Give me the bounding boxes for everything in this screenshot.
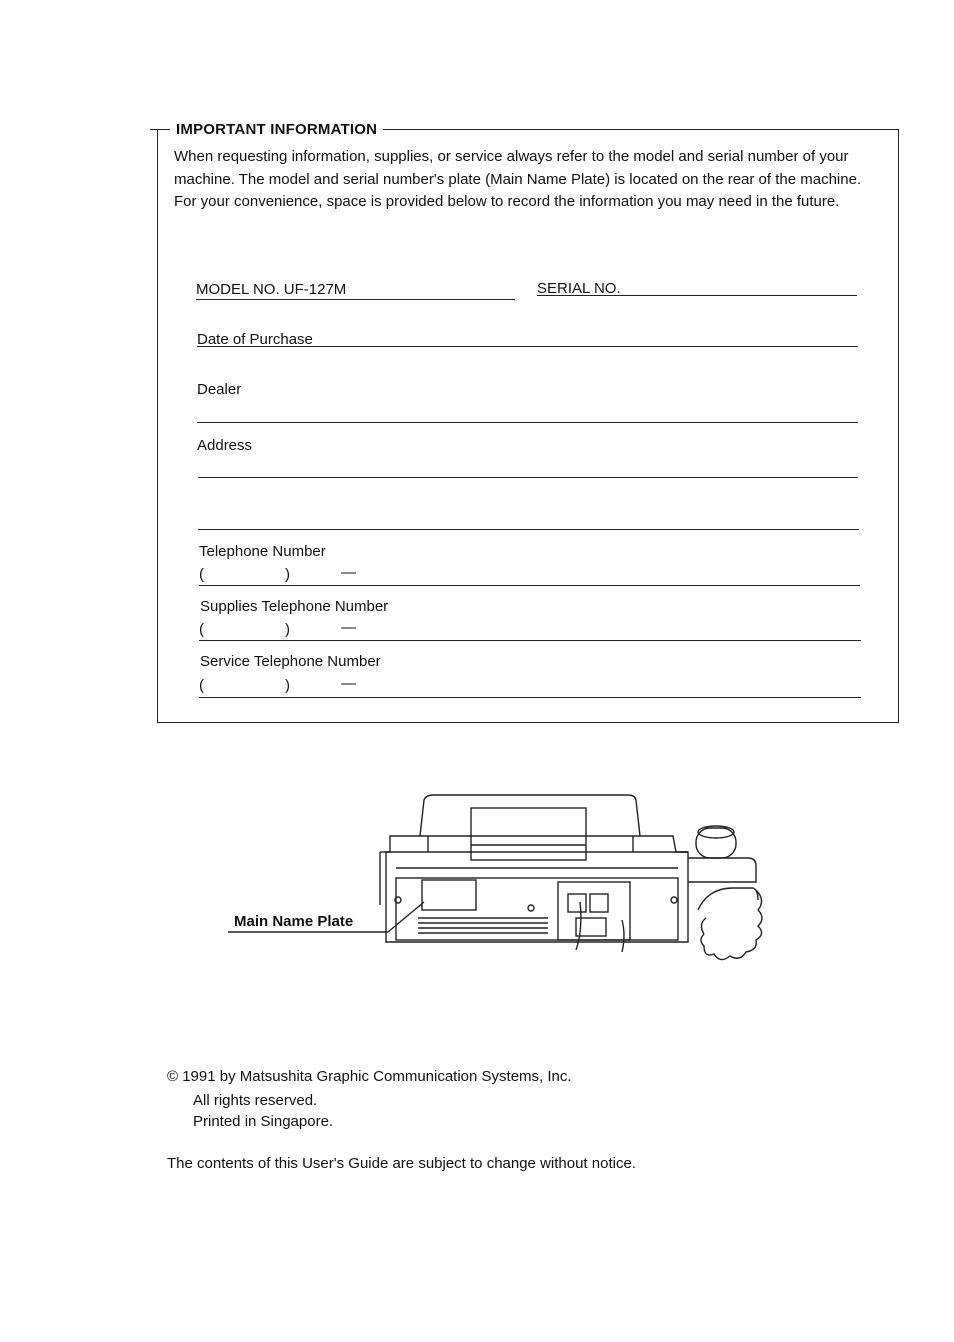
service-paren-open: ( [199,677,204,694]
service-telephone-label: Service Telephone Number [200,653,381,670]
dealer-line [197,422,858,423]
serial-label: SERIAL NO. [537,280,621,297]
intro-paragraph-1: When requesting information, supplies, or service always refer to the model and serial number of your machine. The model and serial number's plate (Main Name Plate) is located on the rear of the machine. [174,148,862,188]
supplies-paren-close: ) [285,621,290,638]
service-dash: — [341,675,356,692]
telephone-paren-close: ) [285,566,290,583]
important-info-box [157,129,899,723]
main-name-plate-label: Main Name Plate [234,913,354,930]
title-dash [150,129,164,130]
service-paren-close: ) [285,677,290,694]
intro-paragraph-2: For your convenience, space is provided below to record the information you may need in the future. [174,193,840,210]
supplies-line [199,640,861,641]
change-notice: The contents of this User's Guide are subject to change without notice. [167,1155,636,1172]
date-of-purchase-label: Date of Purchase [197,331,313,348]
telephone-dash: — [341,564,356,581]
telephone-paren-open: ( [199,566,204,583]
date-line [197,346,858,347]
address-line-2 [198,529,859,530]
model-label: MODEL NO. UF-127M [196,281,347,298]
address-label: Address [197,437,253,454]
intro-text [174,146,878,214]
supplies-telephone-label: Supplies Telephone Number [200,598,389,615]
fax-machine-rear-illustration [228,790,768,980]
model-line [196,299,515,300]
dealer-label: Dealer [197,381,242,398]
serial-line [537,295,857,296]
box-title: IMPORTANT INFORMATION [170,121,383,138]
rights-line: All rights reserved. [193,1092,318,1109]
telephone-line [199,585,860,586]
copyright-line: © 1991 by Matsushita Graphic Communication Systems, Inc. [167,1068,572,1085]
supplies-dash: — [341,619,356,636]
printed-line: Printed in Singapore. [193,1113,334,1130]
service-line [199,697,861,698]
telephone-label: Telephone Number [199,543,326,560]
address-line-1 [198,477,858,478]
supplies-paren-open: ( [199,621,204,638]
